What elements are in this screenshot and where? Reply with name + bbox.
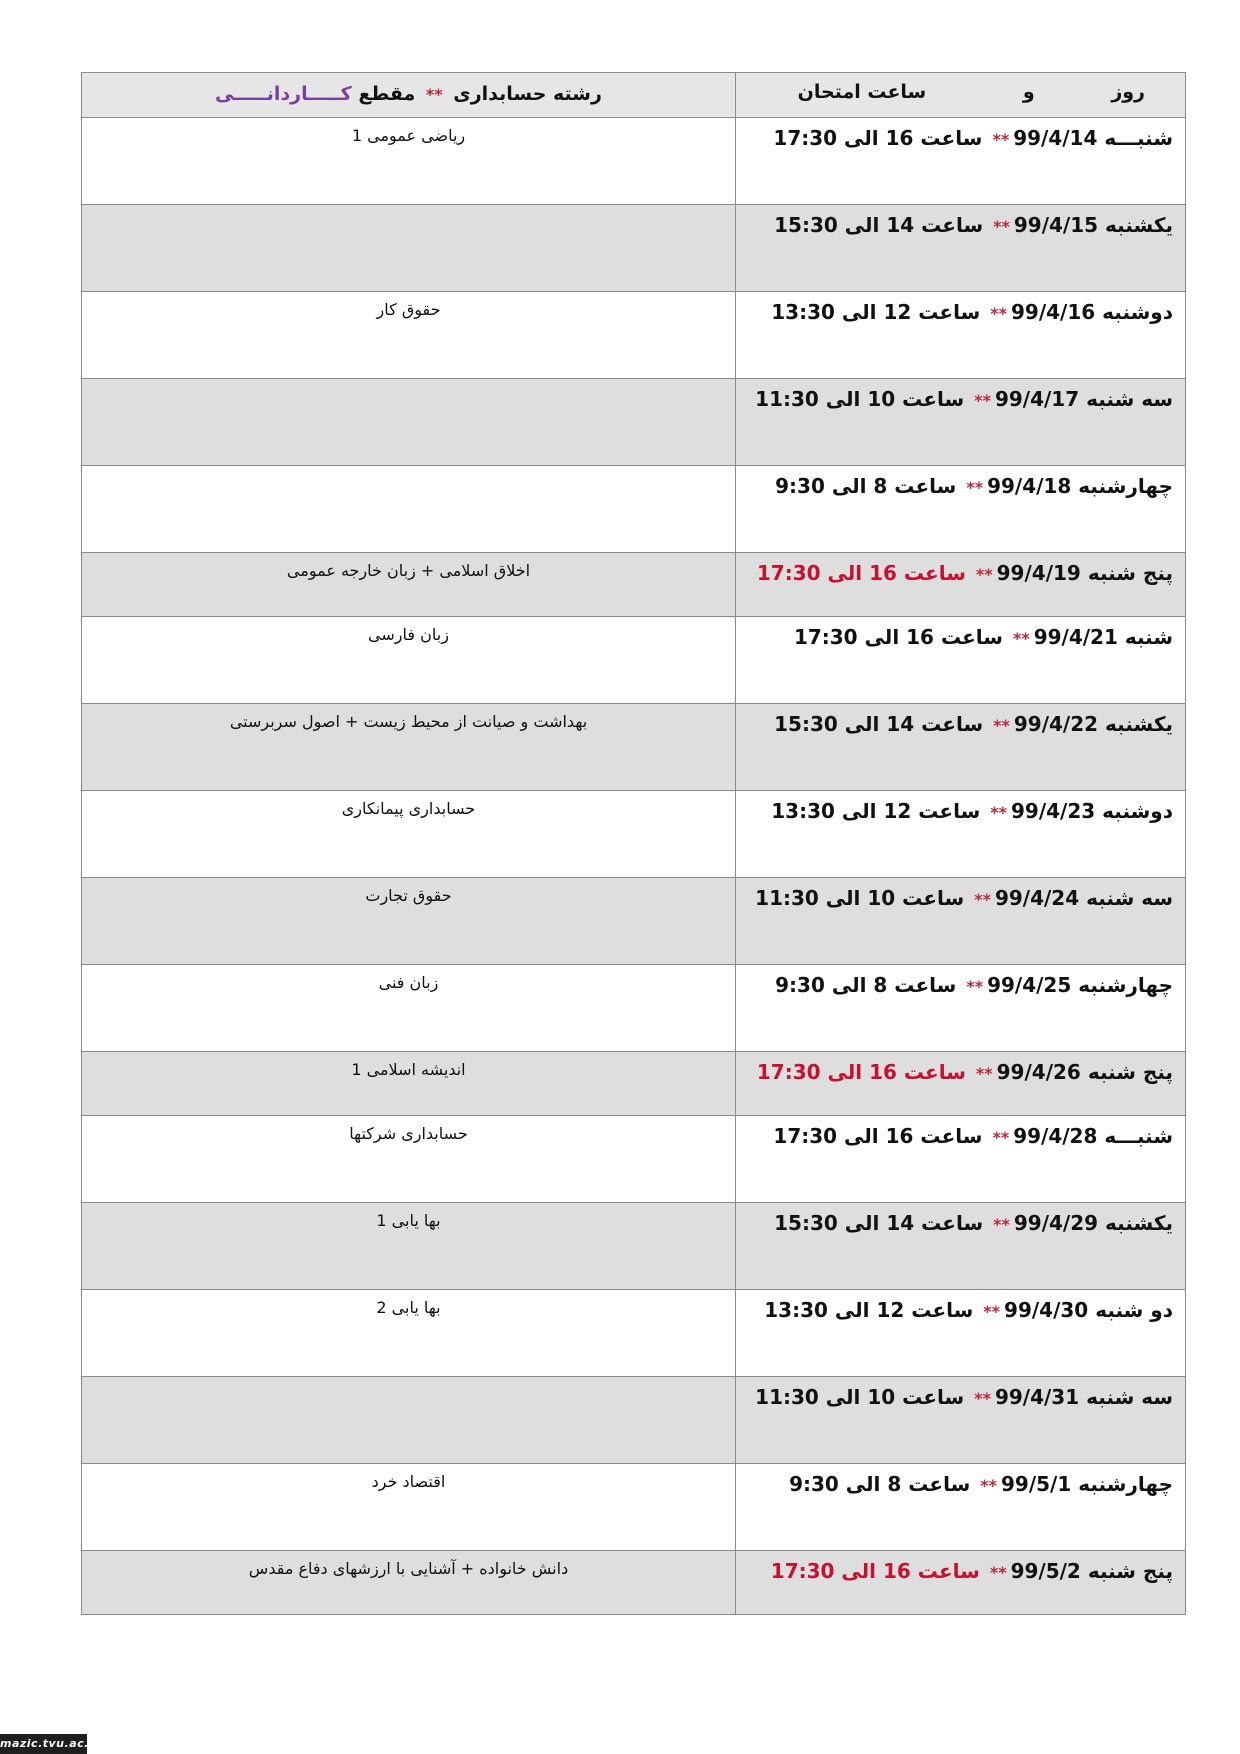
exam-time: ساعت 12 الی 13:30 bbox=[771, 300, 981, 324]
separator-star: ** bbox=[980, 1476, 997, 1495]
separator-star: ** bbox=[990, 304, 1007, 323]
date-cell bbox=[736, 1551, 1186, 1615]
date-cell bbox=[736, 1203, 1186, 1290]
exam-day: چهارشنبه bbox=[1078, 1472, 1173, 1496]
exam-subject: زبان فارسی bbox=[368, 625, 449, 644]
table-row bbox=[82, 878, 1186, 965]
date-cell bbox=[736, 878, 1186, 965]
exam-time: ساعت 14 الی 15:30 bbox=[774, 213, 984, 237]
exam-date: 99/5/2 bbox=[1010, 1559, 1081, 1583]
exam-subject: اخلاق اسلامی + زبان خارجه عمومی bbox=[286, 561, 531, 580]
separator-star: ** bbox=[993, 217, 1010, 236]
separator-star: ** bbox=[993, 716, 1010, 735]
date-cell bbox=[736, 965, 1186, 1052]
exam-subject: بهداشت و صیانت از محیط زیست + اصول سربرستی bbox=[229, 712, 588, 731]
exam-time: ساعت 8 الی 9:30 bbox=[789, 1472, 971, 1496]
separator-star: ** bbox=[974, 890, 991, 909]
table-row bbox=[82, 1551, 1186, 1615]
exam-time: ساعت 16 الی 17:30 bbox=[770, 1559, 980, 1583]
exam-date: 99/4/24 bbox=[994, 886, 1080, 910]
exam-subject: دانش خانواده + آشنایی با ارزشهای دفاع مقدس bbox=[248, 1559, 569, 1578]
header-subject-cell bbox=[82, 73, 736, 118]
exam-subject bbox=[82, 205, 735, 213]
subject-cell bbox=[82, 704, 736, 791]
exam-day: یکشنبه bbox=[1105, 1211, 1173, 1235]
exam-subject bbox=[82, 466, 735, 474]
exam-day: شنبه bbox=[1124, 625, 1173, 649]
exam-day: شنبـــه bbox=[1104, 126, 1173, 150]
separator-star: ** bbox=[975, 1064, 993, 1083]
table-row bbox=[82, 379, 1186, 466]
separator-star: ** bbox=[990, 803, 1007, 822]
subject-cell bbox=[82, 379, 736, 466]
exam-time: ساعت 16 الی 17:30 bbox=[773, 1124, 983, 1148]
table-row bbox=[82, 553, 1186, 617]
table-row bbox=[82, 118, 1186, 205]
header-time-label: ساعت امتحان bbox=[797, 81, 927, 103]
separator-star: ** bbox=[974, 391, 991, 410]
exam-time: ساعت 10 الی 11:30 bbox=[755, 886, 965, 910]
exam-subject: حسابداری شرکتها bbox=[349, 1124, 468, 1143]
exam-date: 99/4/16 bbox=[1011, 300, 1096, 324]
exam-time: ساعت 14 الی 15:30 bbox=[774, 1211, 984, 1235]
exam-time: ساعت 10 الی 11:30 bbox=[755, 1385, 965, 1409]
exam-schedule-table bbox=[81, 72, 1186, 1615]
header-level-prefix: مقطع bbox=[358, 83, 416, 105]
subject-cell bbox=[82, 292, 736, 379]
separator-star: ** bbox=[974, 1389, 991, 1408]
exam-day: شنبـــه bbox=[1104, 1124, 1173, 1148]
exam-time: ساعت 12 الی 13:30 bbox=[764, 1298, 974, 1322]
separator-star: ** bbox=[975, 565, 993, 584]
exam-time: ساعت 16 الی 17:30 bbox=[756, 1060, 966, 1084]
exam-day: دو شنبه bbox=[1095, 1298, 1173, 1322]
date-cell bbox=[736, 205, 1186, 292]
exam-subject: حسابداری پیمانکاری bbox=[341, 799, 476, 818]
subject-cell bbox=[82, 1464, 736, 1551]
exam-time: ساعت 14 الی 15:30 bbox=[774, 712, 984, 736]
table-header-row bbox=[82, 73, 1186, 118]
date-cell bbox=[736, 1052, 1186, 1116]
date-cell bbox=[736, 791, 1186, 878]
exam-date: 99/4/30 bbox=[1004, 1298, 1089, 1322]
date-cell bbox=[736, 1377, 1186, 1464]
exam-time: ساعت 16 الی 17:30 bbox=[756, 561, 966, 585]
exam-time: ساعت 16 الی 17:30 bbox=[773, 126, 983, 150]
subject-cell bbox=[82, 1377, 736, 1464]
exam-date: 99/4/14 bbox=[1013, 126, 1098, 150]
exam-subject: بها یابی 1 bbox=[376, 1211, 441, 1230]
exam-subject bbox=[82, 379, 735, 387]
exam-date: 99/4/21 bbox=[1033, 625, 1118, 649]
date-cell bbox=[736, 1290, 1186, 1377]
exam-subject bbox=[82, 1377, 735, 1385]
exam-date: 99/4/29 bbox=[1013, 1211, 1099, 1235]
separator-star: ** bbox=[989, 1563, 1007, 1582]
exam-subject: بها یابی 2 bbox=[376, 1298, 441, 1317]
header-separator: ** bbox=[425, 85, 443, 104]
exam-date: 99/4/23 bbox=[1011, 799, 1096, 823]
table-row bbox=[82, 1116, 1186, 1203]
separator-star: ** bbox=[966, 478, 984, 497]
exam-date: 99/5/1 bbox=[1000, 1472, 1072, 1496]
exam-date: 99/4/25 bbox=[987, 973, 1072, 997]
exam-time: ساعت 8 الی 9:30 bbox=[775, 474, 957, 498]
subject-cell bbox=[82, 1290, 736, 1377]
date-cell bbox=[736, 292, 1186, 379]
subject-cell bbox=[82, 466, 736, 553]
date-cell bbox=[736, 553, 1186, 617]
header-and-label: و bbox=[1022, 81, 1035, 103]
exam-subject: حقوق کار bbox=[376, 300, 441, 319]
exam-date: 99/4/18 bbox=[987, 474, 1072, 498]
subject-cell bbox=[82, 617, 736, 704]
table-row bbox=[82, 1203, 1186, 1290]
date-cell bbox=[736, 118, 1186, 205]
date-cell bbox=[736, 1116, 1186, 1203]
exam-day: یکشنبه bbox=[1105, 213, 1173, 237]
separator-star: ** bbox=[993, 1215, 1010, 1234]
header-level-value: کـــــاردانـــــی bbox=[215, 83, 352, 105]
table-row bbox=[82, 704, 1186, 791]
exam-time: ساعت 12 الی 13:30 bbox=[771, 799, 981, 823]
exam-day: سه شنبه bbox=[1086, 886, 1173, 910]
exam-day: سه شنبه bbox=[1086, 1385, 1173, 1409]
exam-time: ساعت 16 الی 17:30 bbox=[793, 625, 1003, 649]
separator-star: ** bbox=[983, 1302, 1001, 1321]
date-cell bbox=[736, 704, 1186, 791]
exam-date: 99/4/31 bbox=[994, 1385, 1080, 1409]
subject-cell bbox=[82, 205, 736, 292]
subject-cell bbox=[82, 1116, 736, 1203]
subject-cell bbox=[82, 1203, 736, 1290]
exam-day: دوشنبه bbox=[1102, 799, 1173, 823]
exam-date: 99/4/17 bbox=[994, 387, 1080, 411]
exam-date: 99/4/19 bbox=[996, 561, 1081, 585]
table-row bbox=[82, 1464, 1186, 1551]
subject-cell bbox=[82, 118, 736, 205]
exam-time: ساعت 8 الی 9:30 bbox=[775, 973, 957, 997]
header-field-label: رشته حسابداری bbox=[453, 83, 602, 105]
exam-day: یکشنبه bbox=[1105, 712, 1173, 736]
header-day-label: روز bbox=[1111, 81, 1145, 103]
separator-star: ** bbox=[992, 130, 1010, 149]
table-row bbox=[82, 205, 1186, 292]
exam-date: 99/4/22 bbox=[1013, 712, 1099, 736]
exam-date: 99/4/28 bbox=[1013, 1124, 1098, 1148]
exam-subject: ریاضی عمومی 1 bbox=[351, 126, 466, 145]
exam-date: 99/4/26 bbox=[996, 1060, 1081, 1084]
date-cell bbox=[736, 1464, 1186, 1551]
exam-day: پنج شنبه bbox=[1087, 1559, 1173, 1583]
exam-day: سه شنبه bbox=[1086, 387, 1173, 411]
exam-day: پنج شنبه bbox=[1087, 561, 1173, 585]
exam-day: چهارشنبه bbox=[1078, 474, 1173, 498]
exam-subject: اقتصاد خرد bbox=[371, 1472, 446, 1491]
table-row bbox=[82, 466, 1186, 553]
date-cell bbox=[736, 617, 1186, 704]
separator-star: ** bbox=[1012, 629, 1030, 648]
subject-cell bbox=[82, 965, 736, 1052]
exam-subject: اندیشه اسلامی 1 bbox=[351, 1060, 466, 1079]
subject-cell bbox=[82, 1551, 736, 1615]
exam-date: 99/4/15 bbox=[1013, 213, 1099, 237]
subject-cell bbox=[82, 553, 736, 617]
header-date-cell bbox=[736, 73, 1186, 118]
subject-cell bbox=[82, 1052, 736, 1116]
separator-star: ** bbox=[966, 977, 984, 996]
footer-site-tag: mazic.tvu.ac.ir bbox=[0, 1734, 87, 1754]
table-row bbox=[82, 791, 1186, 878]
exam-subject: زبان فنی bbox=[378, 973, 439, 992]
table-row bbox=[82, 1290, 1186, 1377]
exam-time: ساعت 10 الی 11:30 bbox=[755, 387, 965, 411]
subject-cell bbox=[82, 791, 736, 878]
exam-subject: حقوق تجارت bbox=[365, 886, 452, 905]
separator-star: ** bbox=[992, 1128, 1010, 1147]
exam-day: چهارشنبه bbox=[1078, 973, 1173, 997]
table-row bbox=[82, 292, 1186, 379]
date-cell bbox=[736, 379, 1186, 466]
table-row bbox=[82, 1377, 1186, 1464]
exam-day: دوشنبه bbox=[1102, 300, 1173, 324]
table-row bbox=[82, 617, 1186, 704]
table-row bbox=[82, 965, 1186, 1052]
exam-day: پنج شنبه bbox=[1087, 1060, 1173, 1084]
subject-cell bbox=[82, 878, 736, 965]
table-row bbox=[82, 1052, 1186, 1116]
date-cell bbox=[736, 466, 1186, 553]
